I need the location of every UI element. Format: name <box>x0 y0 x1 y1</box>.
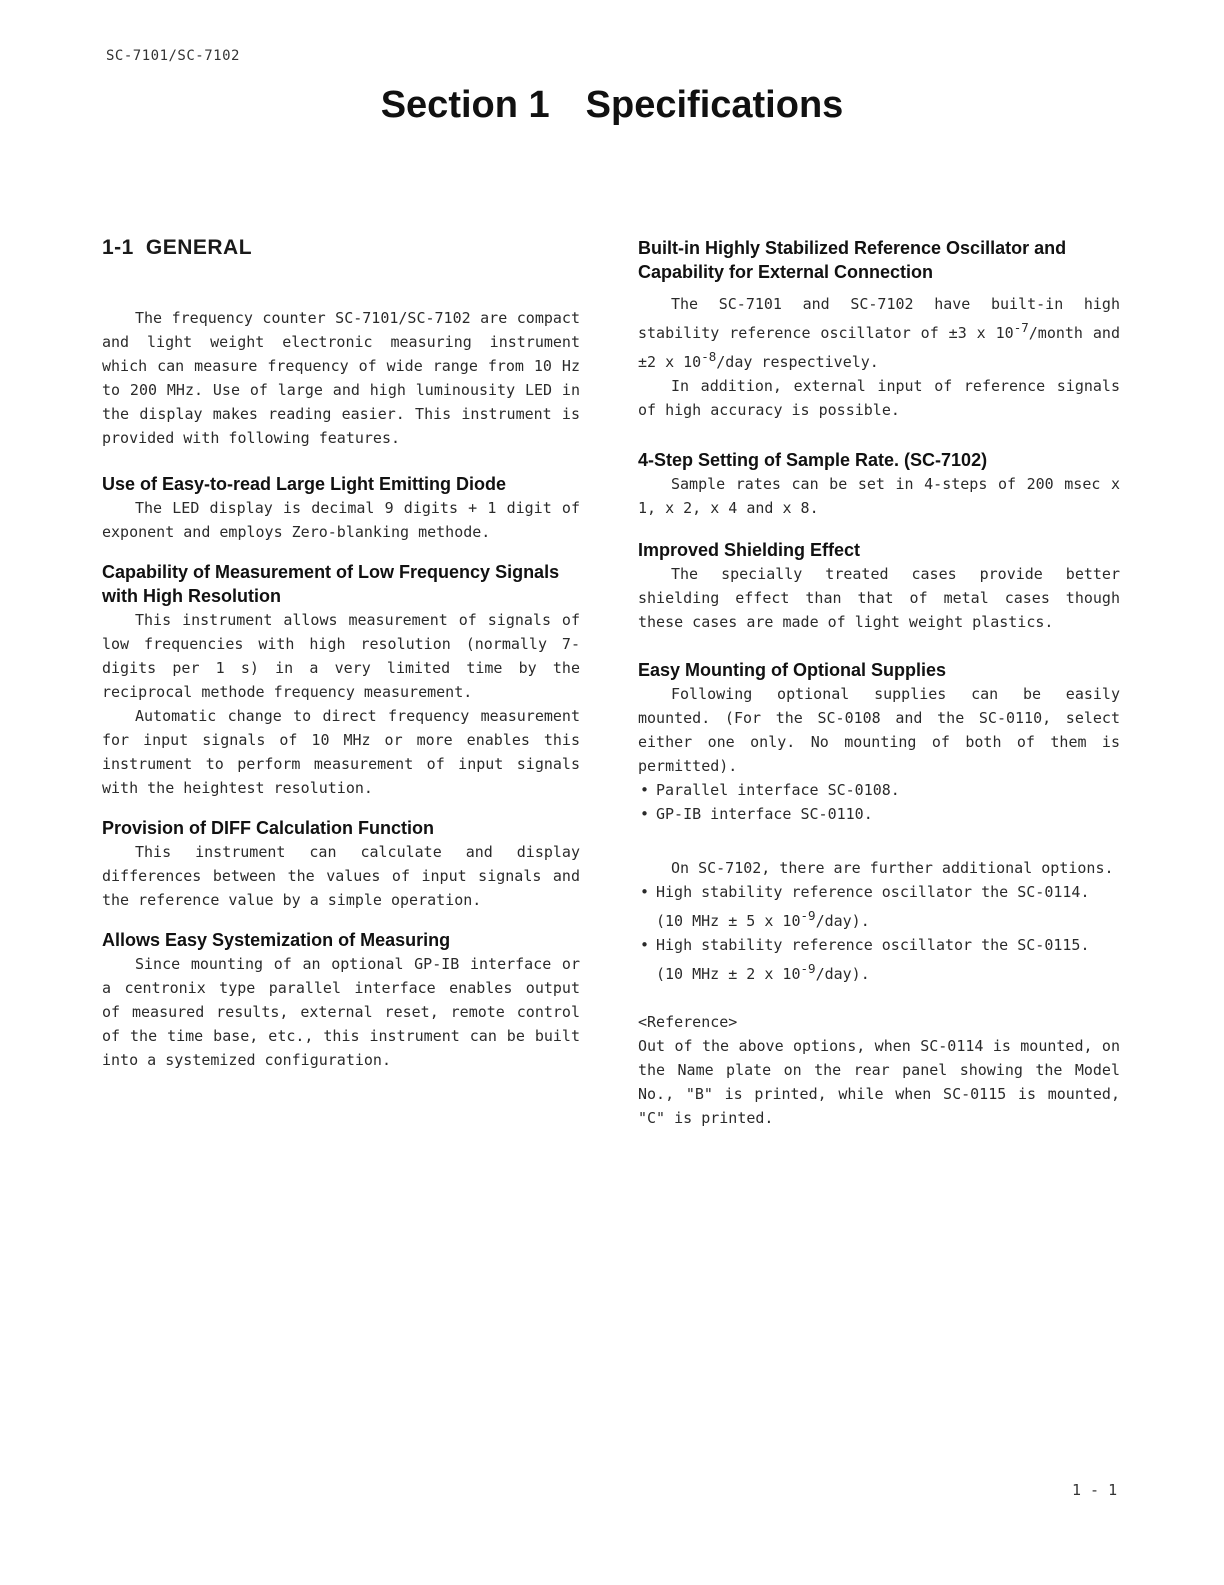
feature-text: The SC-7101 and SC-7102 have built-in high stability reference oscillator of ±3 x $10^{-7}$/month and ±2 x $10^{-8}$/day respectively. <box>638 295 1120 371</box>
page-title <box>0 84 1224 127</box>
feature-text: On SC-7102, there are further additional options. <box>671 859 1114 877</box>
general-intro: The frequency counter SC-7101/SC-7102 are compact and light weight electronic measuring instrument which can measure frequency of wide range from 10 Hz to 200 MHz. Use of large and high luminousity LED in the display makes reading easier. This instrument is provided with following features. <box>102 309 580 447</box>
list-item: • GP-IB interface SC-0110. <box>638 802 1120 826</box>
feature-text: Following optional supplies can be easily mounted. (For the SC-0108 and the SC-0110, select either one only. No mounting of both of them is permitted). <box>638 685 1120 775</box>
general-heading <box>102 236 580 260</box>
option-spec: (10 MHz ± 5 x $10^{-9}/day$). <box>656 908 870 930</box>
reference-text: Out of the above options, when SC-0114 is mounted, on the Name plate on the rear panel showing the Model No., "B" is printed, while when SC-0115 is mounted, "C" is printed. <box>638 1037 1120 1127</box>
feature-heading: Provision of DIFF Calculation Function <box>102 818 434 838</box>
feature-oscillator <box>638 236 1120 422</box>
option-spec: (10 MHz ± 2 x $10^{-9}/day$). <box>656 961 870 983</box>
feature-mounting <box>638 658 1120 826</box>
page-header-model: SC-7101/SC-7102 <box>106 48 240 64</box>
feature-text: The LED display is decimal 9 digits + 1 digit of exponent and employs Zero-blanking methode. <box>102 499 580 541</box>
feature-text: Sample rates can be set in 4-steps of 200 msec x 1, x 2, x 4 and x 8. <box>638 475 1120 517</box>
feature-heading: 4-Step Setting of Sample Rate. (SC-7102) <box>638 450 988 470</box>
option-list <box>638 778 1120 826</box>
feature-sample-rate <box>638 448 1120 520</box>
feature-heading: Allows Easy Systemization of Measuring <box>102 930 451 950</box>
feature-text: In addition, external input of reference signals of high accuracy is possible. <box>638 377 1120 419</box>
feature-led <box>102 472 580 544</box>
additional-option-list <box>638 880 1120 986</box>
left-column <box>102 236 580 1088</box>
list-item: • Parallel interface SC-0108. <box>638 778 1120 802</box>
right-column <box>638 236 1120 1148</box>
feature-text: This instrument can calculate and display differences between the values of input signals and the reference value by a simple operation. <box>102 843 580 909</box>
feature-heading: Capability of Measurement of Low Frequency Signals with High Resolution <box>102 562 560 606</box>
feature-heading: Easy Mounting of Optional Supplies <box>638 660 947 680</box>
feature-text: Automatic change to direct frequency measurement for input signals of 10 MHz or more enables this instrument to perform measurement of input signals with the heightest resolution. <box>102 707 580 797</box>
feature-shielding <box>638 538 1120 634</box>
general-number: 1-1 <box>102 236 134 259</box>
feature-additional-options <box>638 856 1120 986</box>
feature-heading: Improved Shielding Effect <box>638 540 861 560</box>
general-title: GENERAL <box>145 236 253 259</box>
feature-text: The specially treated cases provide better shielding effect than that of metal cases though these cases are made of light weight plastics. <box>638 565 1120 631</box>
feature-text: This instrument allows measurement of signals of low frequencies with high resolution (normally 7-digits per 1 s) in a very limited time by the reciprocal methode frequency measurement. <box>102 611 580 701</box>
feature-systemization <box>102 928 580 1072</box>
section-title: Specifications <box>585 84 844 126</box>
feature-text: Since mounting of an optional GP-IB interface or a centronix type parallel interface enables output of measured results, external reset, remote control of the time base, etc., this instrument can be built into a systemized configuration. <box>102 955 580 1069</box>
list-item: • High stability reference oscillator the SC-0115. (10 MHz ± 2 x $10^{-9}/day$). <box>638 933 1120 986</box>
feature-heading: Built-in Highly Stabilized Reference Oscillator and Capability for External Connection <box>638 238 1067 282</box>
reference-note <box>638 1010 1120 1130</box>
reference-label: <Reference> <box>638 1013 738 1031</box>
section-number: Section 1 <box>380 84 550 126</box>
feature-diff <box>102 816 580 912</box>
list-item: • High stability reference oscillator the SC-0114. (10 MHz ± 5 x $10^{-9}/day$). <box>638 880 1120 933</box>
feature-low-frequency <box>102 560 580 800</box>
feature-heading: Use of Easy-to-read Large Light Emitting Diode <box>102 474 507 494</box>
page-number: 1 - 1 <box>1072 1481 1118 1499</box>
